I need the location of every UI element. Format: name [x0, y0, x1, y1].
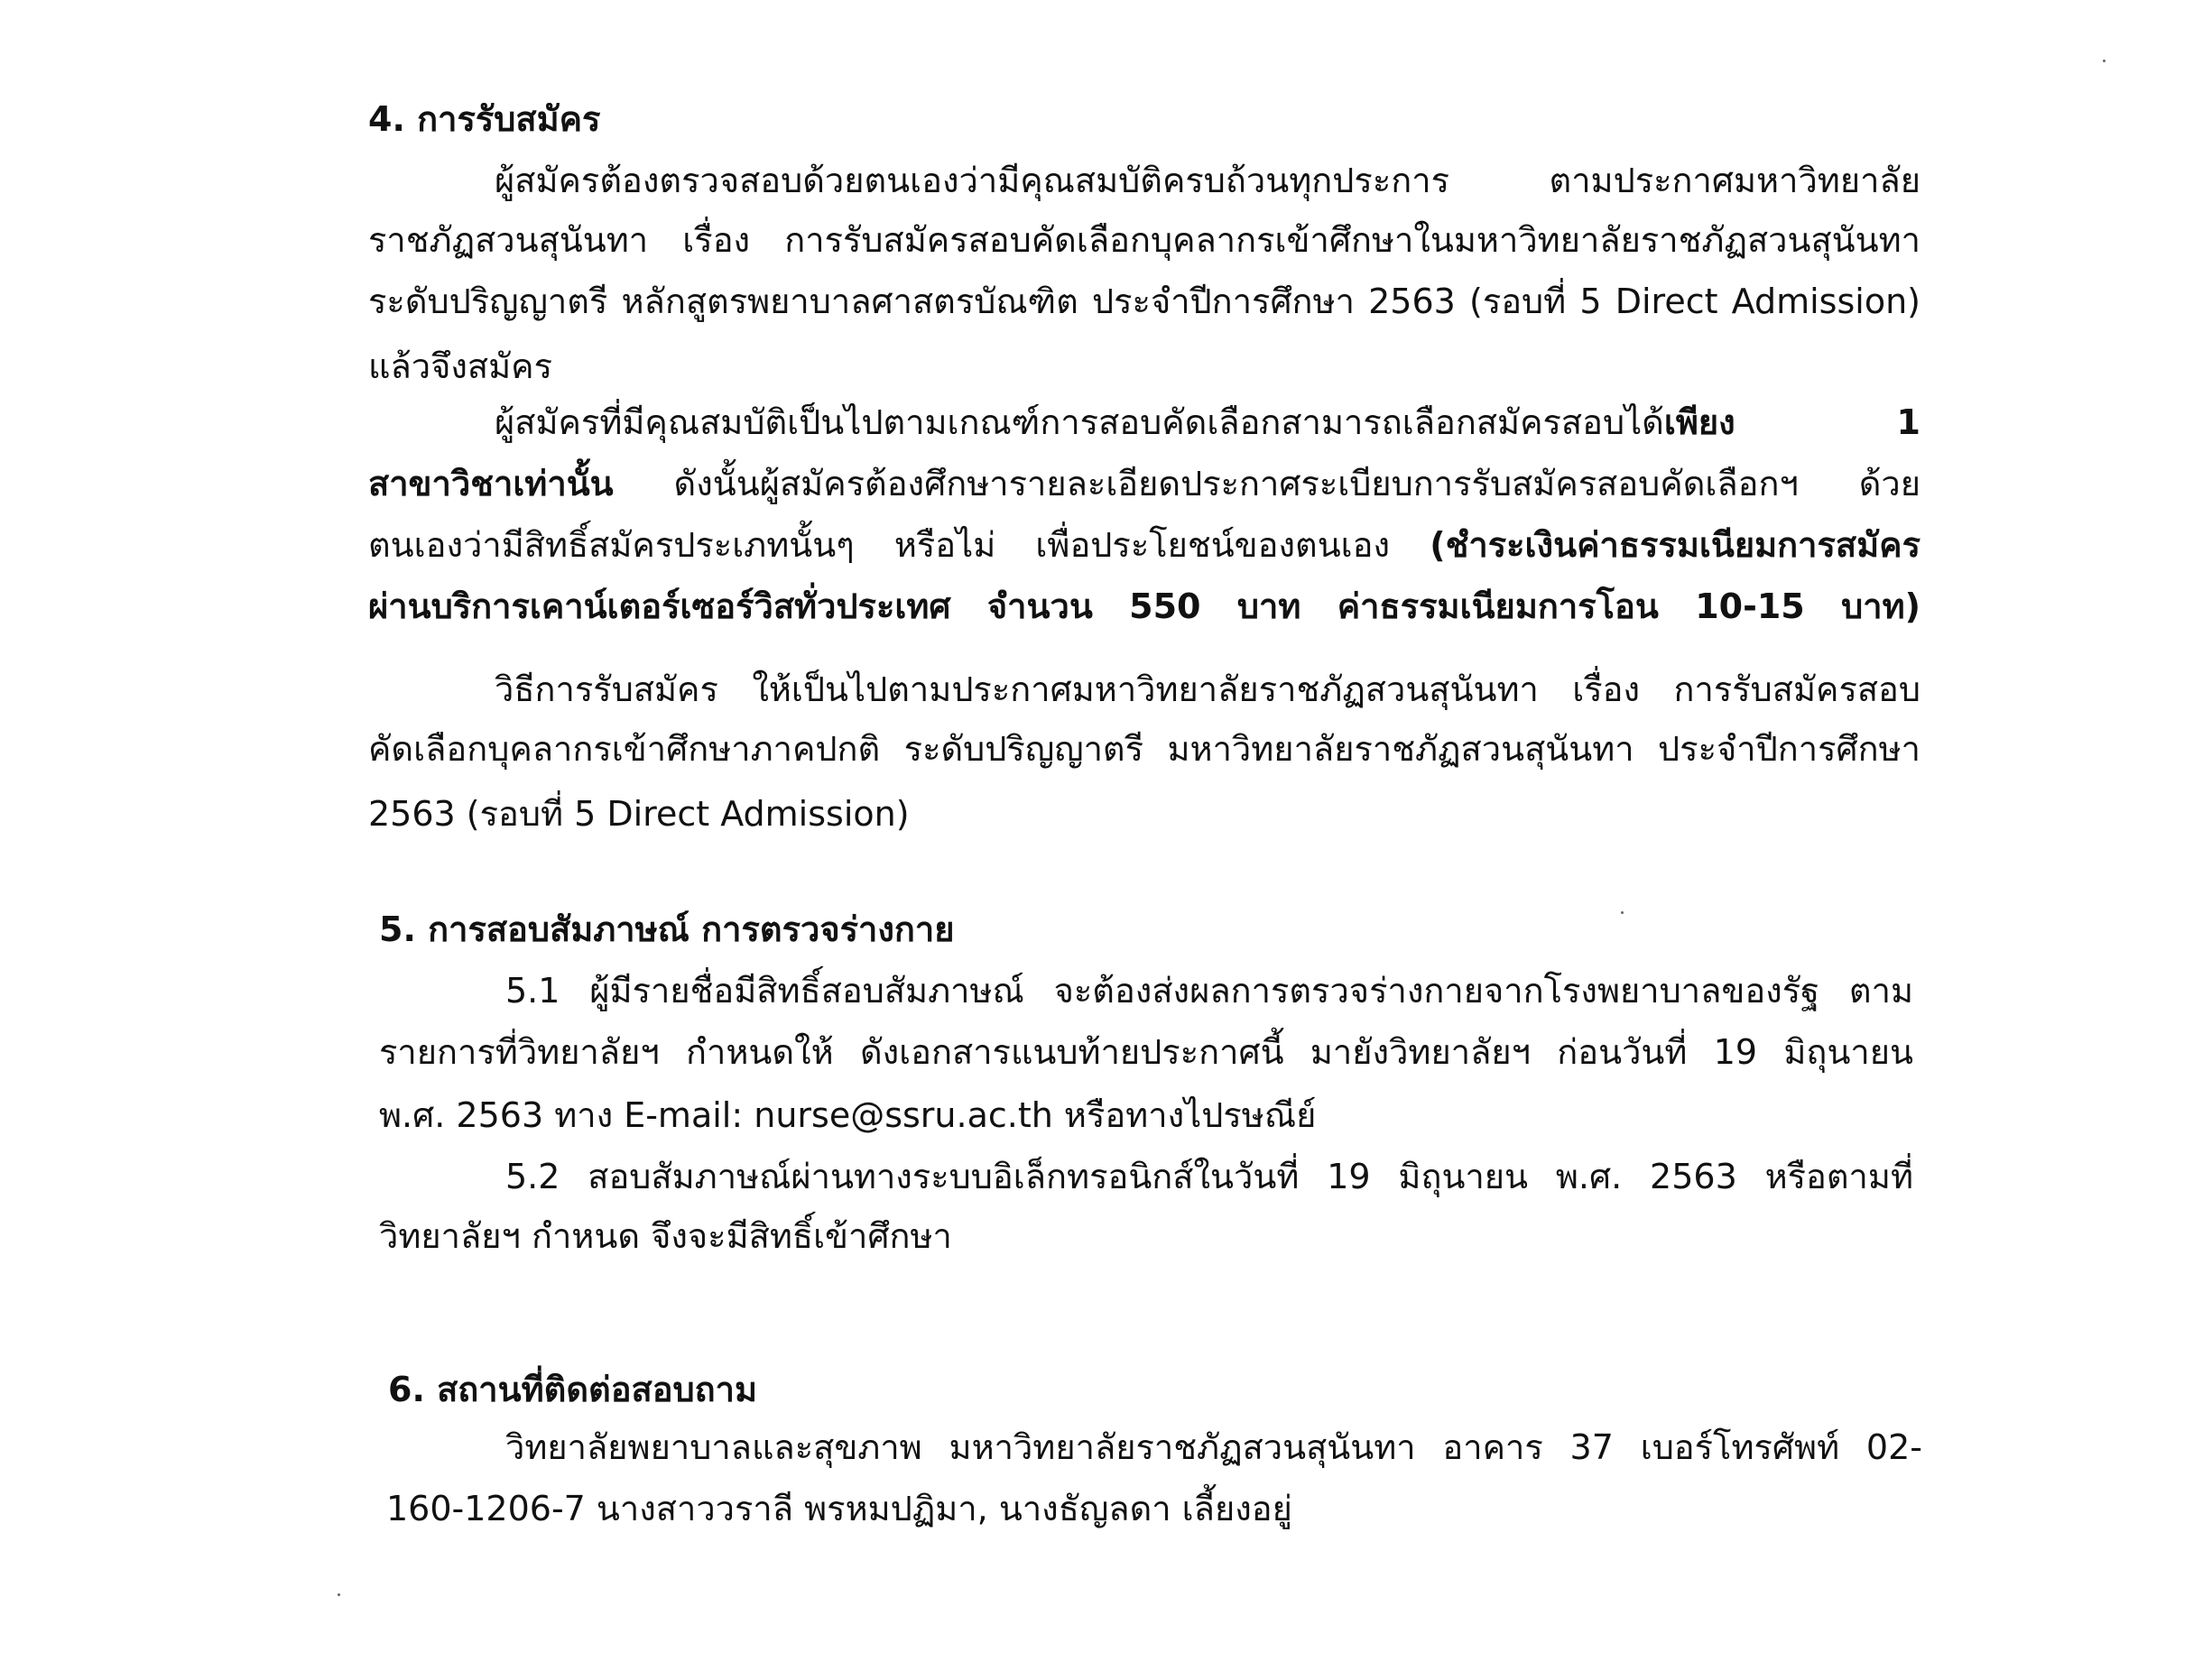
scan-speck [1621, 911, 1624, 914]
scan-speck [338, 1593, 340, 1596]
p2-line1-text: ผู้สมัครที่มีคุณสมบัติเป็นไปตามเกณฑ์การสอบคัดเลือกสามารถเลือกสมัครสอบได้ [495, 402, 1664, 442]
p2-line1-bold: เพียง 1 [1663, 402, 1920, 442]
section-4-p1-line3: ระดับปริญญาตรี หลักสูตรพยาบาลศาสตรบัณฑิต ประจำปีการศึกษา 2563 (รอบที่ 5 Direct Admission) [368, 282, 1920, 321]
section-5-p1-line1: 5.1 ผู้มีรายชื่อมีสิทธิ์สอบสัมภาษณ์ จะต้องส่งผลการตรวจร่างกายจากโรงพยาบาลของรัฐ ตาม [505, 971, 1913, 1011]
section-4-p3-line2: คัดเลือกบุคลากรเข้าศึกษาภาคปกติ ระดับปริญญาตรี มหาวิทยาลัยราชภัฏสวนสุนันทา ประจำปีการศึกษา [368, 729, 1920, 769]
section-5-p1-line3: พ.ศ. 2563 ทาง E-mail: nurse@ssru.ac.th หรือทางไปรษณีย์ [379, 1095, 1317, 1135]
section-5-p1-line2: รายการที่วิทยาลัยฯ กำหนดให้ ดังเอกสารแนบท้ายประกาศนี้ มายังวิทยาลัยฯ ก่อนวันที่ 19 มิถุนายน [379, 1032, 1913, 1072]
p2-line2-text: ดังนั้นผู้สมัครต้องศึกษารายละเอียดประกาศระเบียบการรับสมัครสอบคัดเลือกฯ ด้วย [613, 464, 1920, 503]
section-4-p1-line1: ผู้สมัครต้องตรวจสอบด้วยตนเองว่ามีคุณสมบัติครบถ้วนทุกประการ ตามประกาศมหาวิทยาลัย [495, 161, 1920, 200]
section-4-p2-line3 [368, 525, 1920, 565]
section-4-p2-line4: ผ่านบริการเคาน์เตอร์เซอร์วิสทั่วประเทศ จำนวน 550 บาท ค่าธรรมเนียมการโอน 10-15 บาท) [368, 586, 1920, 626]
section-4-p1-line4: แล้วจึงสมัคร [368, 346, 553, 386]
scan-speck [2103, 60, 2106, 62]
section-4-p3-line1: วิธีการรับสมัคร ให้เป็นไปตามประกาศมหาวิทยาลัยราชภัฏสวนสุนันทา เรื่อง การรับสมัครสอบ [495, 669, 1920, 709]
section-6-p1-line1: วิทยาลัยพยาบาลและสุขภาพ มหาวิทยาลัยราชภัฏสวนสุนันทา อาคาร 37 เบอร์โทรศัพท์ 02- [505, 1427, 1922, 1467]
section-5-p2-line2: วิทยาลัยฯ กำหนด จึงจะมีสิทธิ์เข้าศึกษา [379, 1216, 952, 1256]
p2-line3-text: ตนเองว่ามีสิทธิ์สมัครประเภทนั้นๆ หรือไม่ เพื่อประโยชน์ของตนเอง [368, 525, 1430, 565]
section-4-p3-line3: 2563 (รอบที่ 5 Direct Admission) [368, 794, 910, 834]
section-5-p2-line1: 5.2 สอบสัมภาษณ์ผ่านทางระบบอิเล็กทรอนิกส์ในวันที่ 19 มิถุนายน พ.ศ. 2563 หรือตามที่ [505, 1157, 1913, 1196]
p2-line3-bold: (ชำระเงินค่าธรรมเนียมการสมัคร [1430, 525, 1920, 565]
p2-line2-bold: สาขาวิชาเท่านั้น [368, 464, 614, 503]
section-4-p2-line2 [368, 464, 1920, 503]
section-4-p1-line2: ราชภัฏสวนสุนันทา เรื่อง การรับสมัครสอบคัดเลือกบุคลากรเข้าศึกษาในมหาวิทยาลัยราชภัฏสวนสุนันทา [368, 220, 1920, 260]
section-4-p2-line1 [495, 402, 1920, 442]
section-5-heading: 5. การสอบสัมภาษณ์ การตรวจร่างกาย [379, 909, 955, 949]
section-4-heading: 4. การรับสมัคร [368, 99, 601, 139]
section-6-heading: 6. สถานที่ติดต่อสอบถาม [388, 1370, 758, 1409]
section-6-p1-line2: 160-1206-7 นางสาววราลี พรหมปฏิมา, นางธัญลดา เลี้ยงอยู่ [386, 1489, 1292, 1528]
